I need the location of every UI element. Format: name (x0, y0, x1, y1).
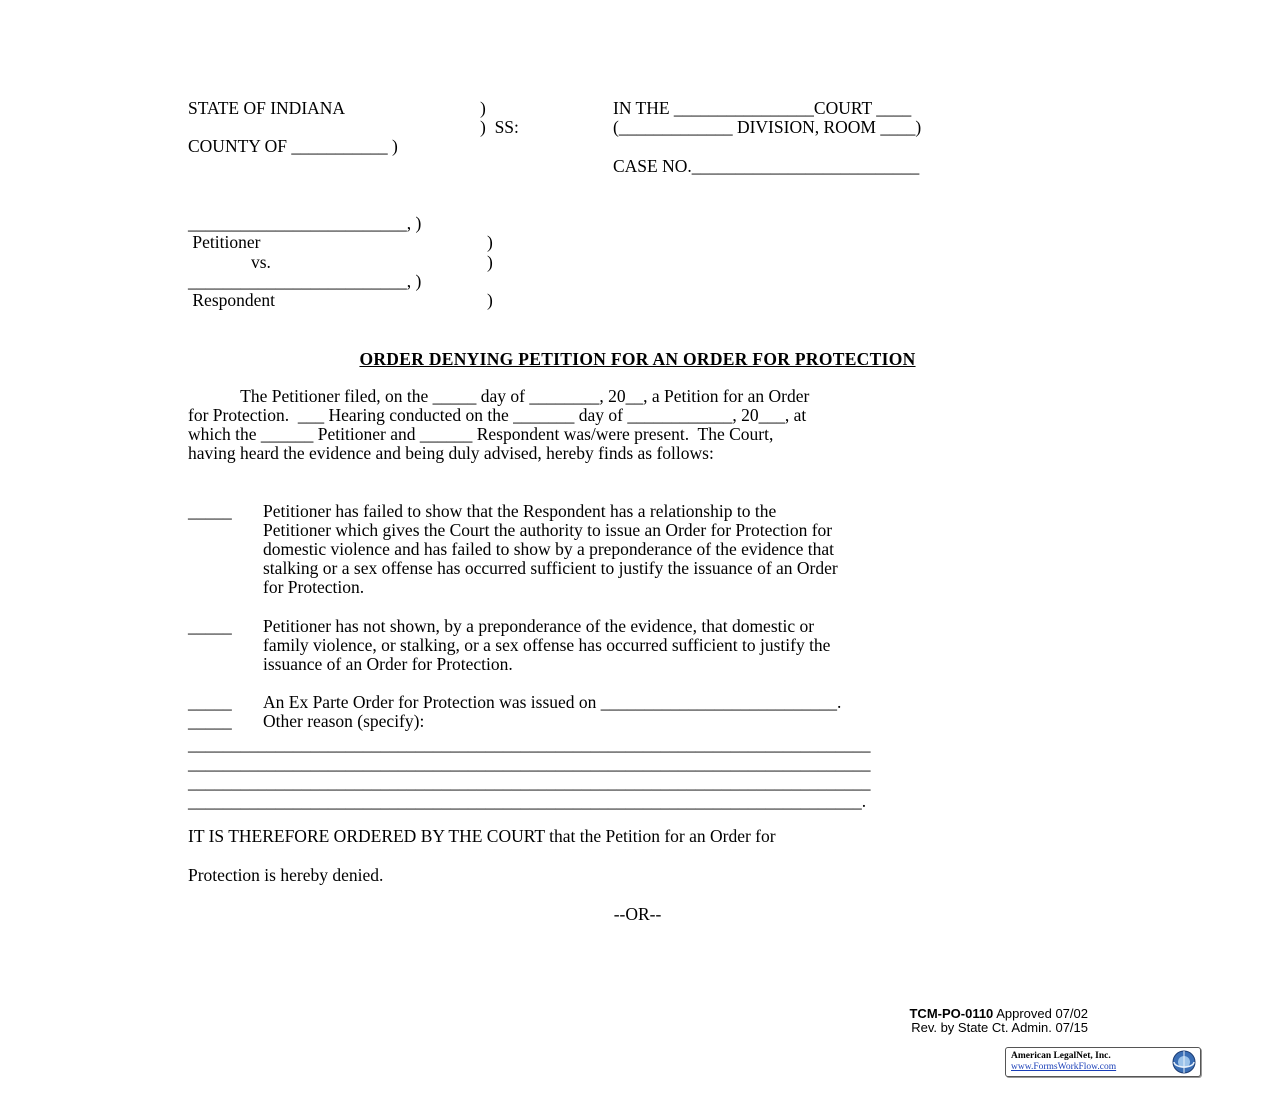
legalnet-logo[interactable] (1005, 1047, 1201, 1077)
finding-text: family violence, or stalking, or a sex offense has occurred sufficient to justify the (263, 635, 831, 655)
intro-line: having heard the evidence and being duly advised, hereby finds as follows: (188, 443, 714, 463)
caption-paren: ) (480, 98, 486, 118)
intro-line: which the ______ Petitioner and ______ Respondent was/were present. The Court, (188, 424, 774, 444)
order-text: Protection is hereby denied. (188, 865, 384, 885)
finding-checkbox-blank[interactable]: _____ (188, 711, 232, 731)
caption-paren: ) (487, 232, 493, 252)
finding-checkbox-blank[interactable]: _____ (188, 616, 232, 636)
finding-text: Petitioner has failed to show that the Respondent has a relationship to the (263, 501, 777, 521)
form-id-line (909, 1007, 1088, 1021)
ex-parte-date-field[interactable]: An Ex Parte Order for Protection was issued on ___________________________. (263, 692, 842, 712)
finding-text: Petitioner which gives the Court the authority to issue an Order for Protection for (263, 520, 833, 540)
intro-line: for Protection. ___ Hearing conducted on the _______ day of ____________, 20___, at (188, 405, 807, 425)
petitioner-name-field[interactable]: _________________________, ) (188, 213, 422, 233)
caption-paren: ) (487, 290, 493, 310)
respondent-name-field[interactable]: _________________________, ) (188, 271, 422, 291)
revision-note: Rev. by State Ct. Admin. 07/15 (911, 1020, 1088, 1035)
respondent-label: Respondent (188, 290, 276, 310)
specify-reason-line[interactable]: ______________________________________________________________________________ (188, 753, 871, 773)
logo-url-link[interactable]: www.FormsWorkFlow.com (1011, 1062, 1117, 1072)
finding-text: for Protection. (263, 577, 365, 597)
state-label: STATE OF INDIANA (188, 98, 346, 118)
globe-icon (1171, 1049, 1197, 1075)
finding-text: Other reason (specify): (263, 711, 425, 731)
vs-label: vs. (251, 252, 271, 272)
county-field[interactable]: COUNTY OF ___________ ) (188, 136, 398, 156)
finding-checkbox-blank[interactable]: _____ (188, 501, 232, 521)
finding-text: Petitioner has not shown, by a preponderance of the evidence, that domestic or (263, 616, 815, 636)
caption-paren: ) (487, 252, 493, 272)
finding-text: domestic violence and has failed to show by a preponderance of the evidence that (263, 539, 834, 559)
order-text: IT IS THEREFORE ORDERED BY THE COURT that the Petition for an Order for (188, 826, 776, 846)
intro-line: The Petitioner filed, on the _____ day of ________, 20__, a Petition for an Order (188, 386, 810, 406)
finding-text: issuance of an Order for Protection. (263, 654, 513, 674)
specify-reason-line[interactable]: _____________________________________________________________________________. (188, 791, 867, 811)
logo-company-name: American LegalNet, Inc. (1011, 1051, 1111, 1061)
specify-reason-line[interactable]: ______________________________________________________________________________ (188, 772, 871, 792)
document-title: ORDER DENYING PETITION FOR AN ORDER FOR PROTECTION (359, 349, 916, 369)
ss-label: ) SS: (480, 117, 519, 137)
petitioner-label: Petitioner (188, 232, 261, 252)
case-number-field[interactable]: CASE NO.__________________________ (613, 156, 920, 176)
specify-reason-line[interactable]: ______________________________________________________________________________ (188, 734, 871, 754)
form-id: TCM-PO-0110 (909, 1006, 994, 1021)
division-field[interactable]: (_____________ DIVISION, ROOM ____) (613, 117, 922, 137)
or-separator: --OR-- (613, 904, 662, 924)
finding-checkbox-blank[interactable]: _____ (188, 692, 232, 712)
finding-text: stalking or a sex offense has occurred sufficient to justify the issuance of an Order (263, 558, 838, 578)
court-field[interactable]: IN THE ________________COURT ____ (613, 98, 912, 118)
approved-date: Approved 07/02 (993, 1006, 1088, 1021)
